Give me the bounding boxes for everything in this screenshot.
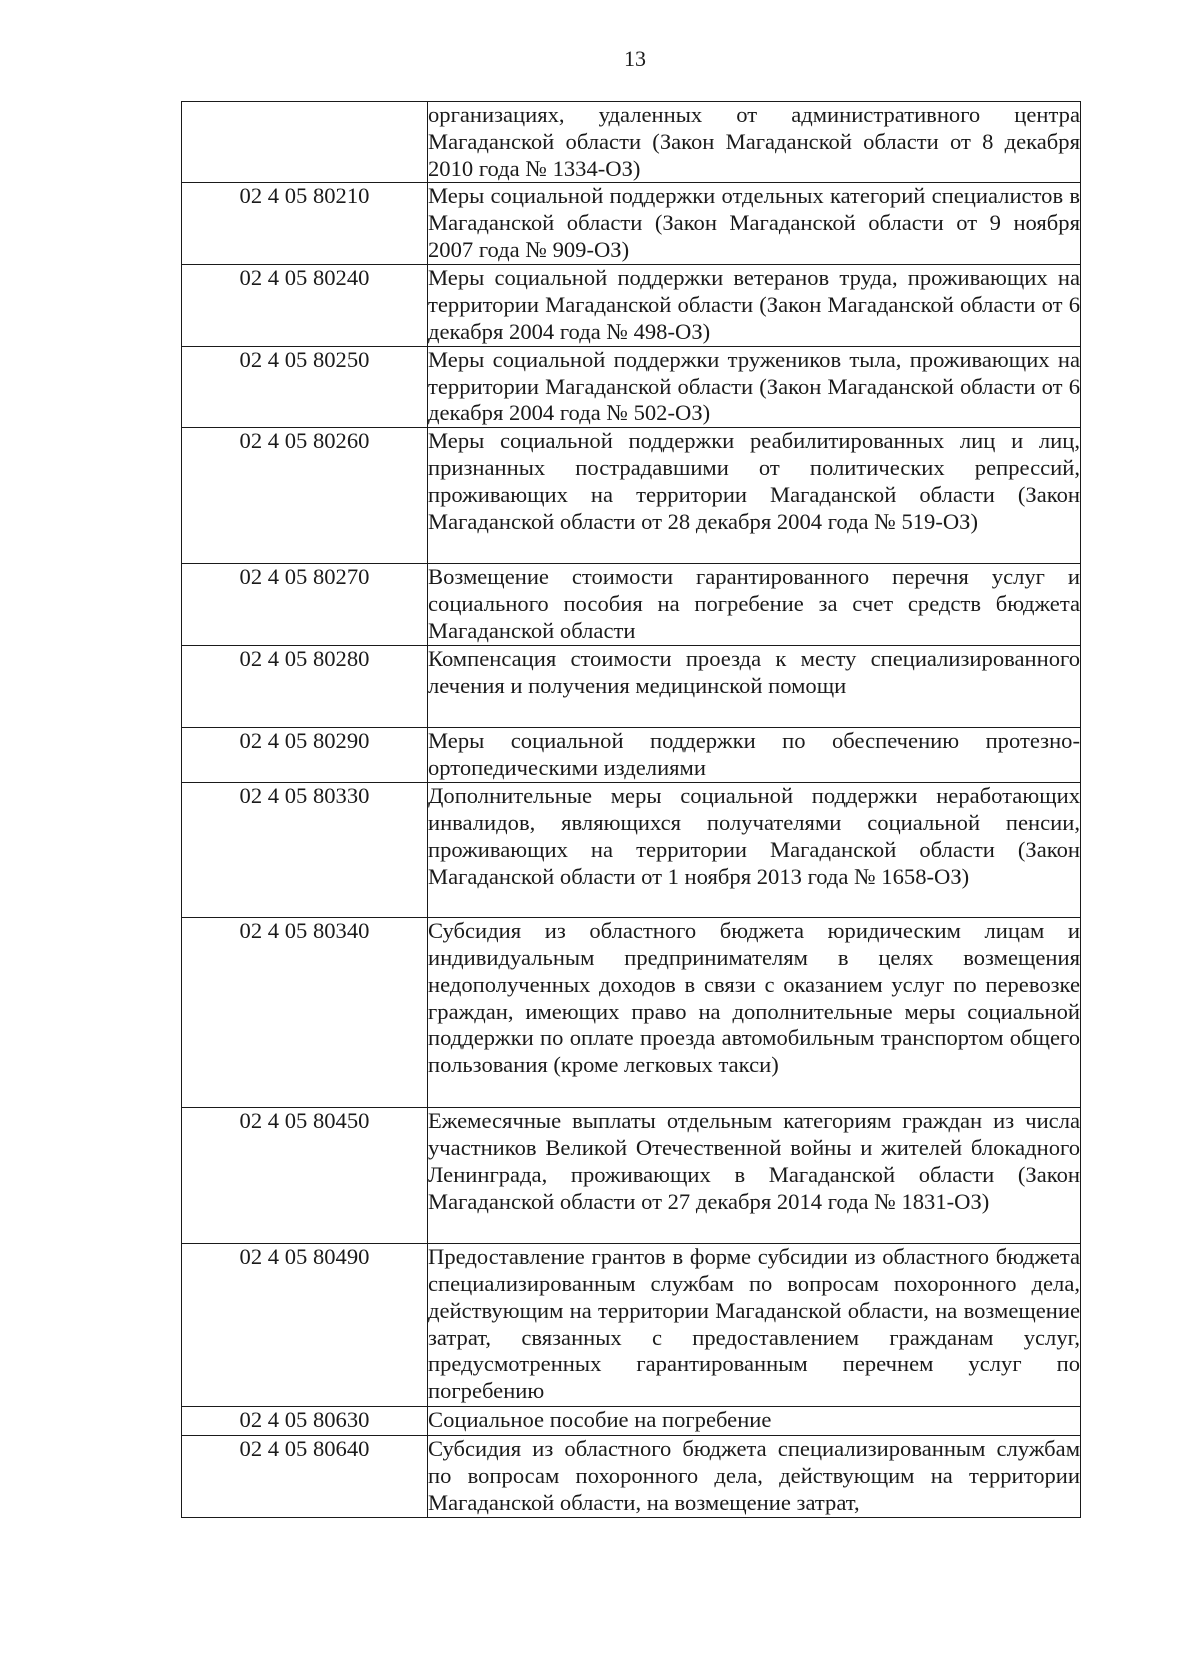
row-code: 02 4 05 80280 [182, 646, 428, 728]
row-description: Возмещение стоимости гарантированного перечня услуг и социального пособия на погребение за счет средств бюджета Магаданской области [428, 564, 1081, 646]
table-row [182, 183, 1081, 265]
row-description: Социальное пособие на погребение [428, 1407, 1081, 1436]
table-row [182, 918, 1081, 1108]
row-description: Предоставление грантов в форме субсидии из областного бюджета специализированным службам по вопросам похоронного дела, действующим на территории Магаданской области, на возмещение затрат, связанных с предоставлением гражданам услуг, предусмотренных гарантированным перечнем услуг по погребению [428, 1244, 1081, 1407]
row-code: 02 4 05 80340 [182, 918, 428, 1108]
row-description: Меры социальной поддержки реабилитированных лиц и лиц, признанных пострадавшими от политических репрессий, проживающих на территории Магаданской области (Закон Магаданской области от 28 декабря 2004 года № 519-ОЗ) [428, 428, 1081, 564]
table-row [182, 728, 1081, 783]
row-code: 02 4 05 80240 [182, 265, 428, 346]
row-description: организациях, удаленных от административного центра Магаданской области (Закон Магаданской области от 8 декабря 2010 года № 1334-ОЗ) [428, 102, 1081, 183]
row-code: 02 4 05 80260 [182, 428, 428, 564]
row-code: 02 4 05 80290 [182, 728, 428, 783]
table-row [182, 564, 1081, 646]
table-row [182, 1108, 1081, 1244]
row-description: Меры социальной поддержки отдельных категорий специалистов в Магаданской области (Закон Магаданской области от 9 ноября 2007 года № 909-ОЗ) [428, 183, 1081, 265]
row-code: 02 4 05 80250 [182, 346, 428, 427]
row-description: Меры социальной поддержки ветеранов труда, проживающих на территории Магаданской области (Закон Магаданской области от 6 декабря 2004 года № 498-ОЗ) [428, 265, 1081, 346]
table-row [182, 428, 1081, 564]
budget-classification-table [181, 101, 1081, 1518]
table-row [182, 346, 1081, 427]
table-row [182, 1244, 1081, 1407]
table-row [182, 1436, 1081, 1517]
row-description: Субсидия из областного бюджета специализированным службам по вопросам похоронного дела, действующим на территории Магаданской области, на возмещение затрат, [428, 1436, 1081, 1517]
table-row [182, 265, 1081, 346]
row-description: Субсидия из областного бюджета юридическим лицам и индивидуальным предпринимателям в целях возмещения недополученных доходов в связи с оказанием услуг по перевозке граждан, имеющих право на дополнительные меры социальной поддержки по оплате проезда автомобильным транспортом общего пользования (кроме легковых такси) [428, 918, 1081, 1108]
table-row [182, 1407, 1081, 1436]
row-code: 02 4 05 80450 [182, 1108, 428, 1244]
row-code: 02 4 05 80630 [182, 1407, 428, 1436]
row-code: 02 4 05 80210 [182, 183, 428, 265]
row-description: Меры социальной поддержки тружеников тыла, проживающих на территории Магаданской области (Закон Магаданской области от 6 декабря 2004 года № 502-ОЗ) [428, 346, 1081, 427]
row-code: 02 4 05 80330 [182, 783, 428, 918]
row-description: Дополнительные меры социальной поддержки неработающих инвалидов, являющихся получателями социальной пенсии, проживающих на территории Магаданской области (Закон Магаданской области от 1 ноября 2013 года № 1658-ОЗ) [428, 783, 1081, 918]
table-row [182, 646, 1081, 728]
row-description: Меры социальной поддержки по обеспечению протезно-ортопедическими изделиями [428, 728, 1081, 783]
table-row [182, 102, 1081, 183]
page-number: 13 [624, 46, 646, 71]
row-code: 02 4 05 80640 [182, 1436, 428, 1517]
row-description: Ежемесячные выплаты отдельным категориям граждан из числа участников Великой Отечественной войны и жителей блокадного Ленинграда, проживающих в Магаданской области (Закон Магаданской области от 27 декабря 2014 года № 1831-ОЗ) [428, 1108, 1081, 1244]
row-description: Компенсация стоимости проезда к месту специализированного лечения и получения медицинской помощи [428, 646, 1081, 728]
table-row [182, 783, 1081, 918]
row-code: 02 4 05 80270 [182, 564, 428, 646]
row-code [182, 102, 428, 183]
row-code: 02 4 05 80490 [182, 1244, 428, 1407]
